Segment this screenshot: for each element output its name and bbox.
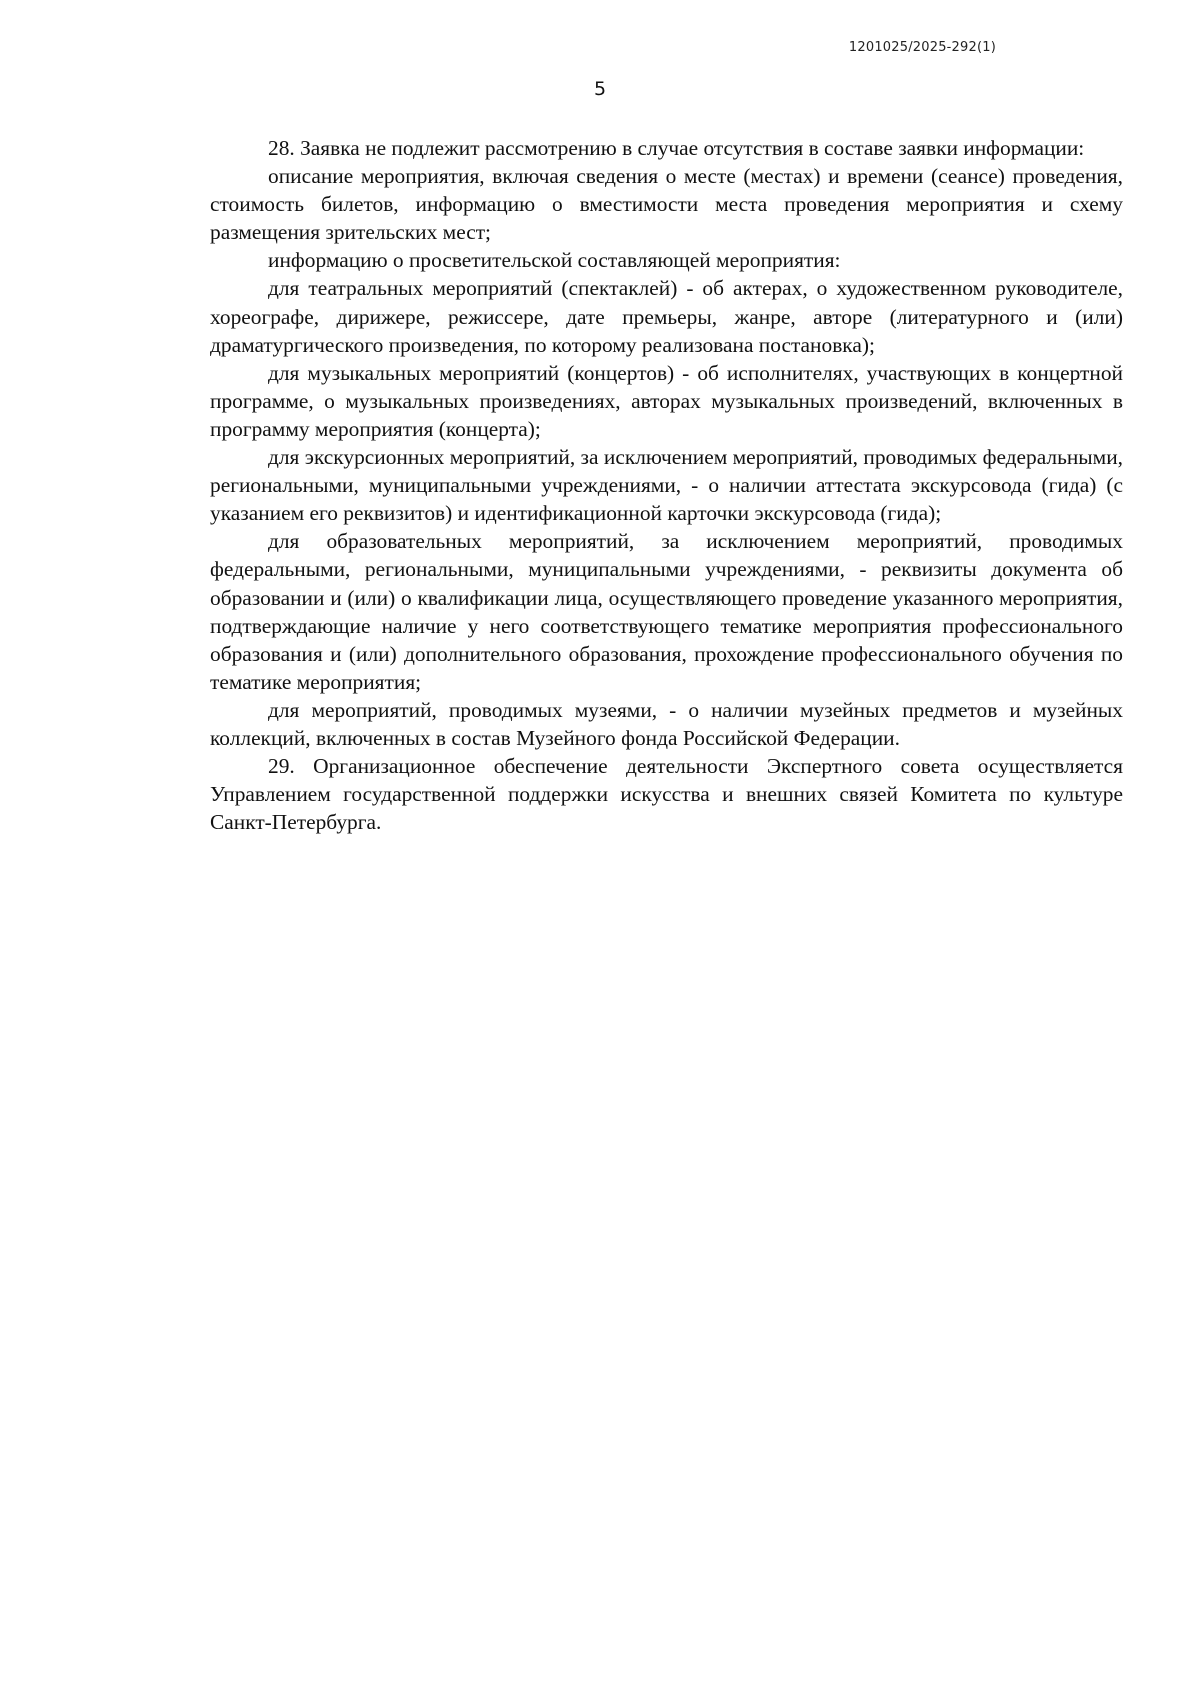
document-body xyxy=(210,134,1123,836)
page-number: 5 xyxy=(593,78,607,100)
paragraph-museum-events: для мероприятий, проводимых музеями, - о наличии музейных предметов и музейных коллекций, включенных в состав Музейного фонда Российской Федерации. xyxy=(210,697,1123,750)
paragraph-theatrical-events: для театральных мероприятий (спектаклей) - об актерах, о художественном руководителе, хореографе, дирижере, режиссере, дате премьеры, жанре, авторе (литературного и (или) драматургического произведения, по которому реализована постановка); xyxy=(210,276,1123,357)
paragraph-musical-events: для музыкальных мероприятий (концертов) - об исполнителях, участвующих в концертной программе, о музыкальных произведениях, авторах музыкальных произведений, включенных в программу мероприятия (концерта); xyxy=(210,360,1123,441)
paragraph-excursion-events: для экскурсионных мероприятий, за исключением мероприятий, проводимых федеральными, региональными, муниципальными учреждениями, - о наличии аттестата экскурсовода (гида) (с указанием его реквизитов) и идентификационной карточки экскурсовода (гида); xyxy=(210,445,1123,526)
paragraph-29: 29. Организационное обеспечение деятельности Экспертного совета осуществляется Управлением государственной поддержки искусства и внешних связей Комитета по культуре Санкт-Петербурга. xyxy=(210,754,1123,835)
paragraph-educational-events: для образовательных мероприятий, за исключением мероприятий, проводимых федеральными, региональными, муниципальными учреждениями, - реквизиты документа об образовании и (или) о квалификации лица, осуществляющего проведение указанного мероприятия, подтверждающие наличие у него соответствующего тематике мероприятия профессионального образования и (или) дополнительного образования, прохождение профессионального обучения по тематике мероприятия; xyxy=(210,529,1123,694)
paragraph-event-description: описание мероприятия, включая сведения о месте (местах) и времени (сеансе) проведения, стоимость билетов, информацию о вместимости места проведения мероприятия и схему размещения зрительских мест; xyxy=(210,164,1123,245)
document-id: 1201025/2025-292(1) xyxy=(848,40,996,55)
paragraph-educational-component: информацию о просветительской составляющей мероприятия: xyxy=(268,248,841,273)
paragraph-28: 28. Заявка не подлежит рассмотрению в случае отсутствия в составе заявки информации: xyxy=(268,136,1085,160)
